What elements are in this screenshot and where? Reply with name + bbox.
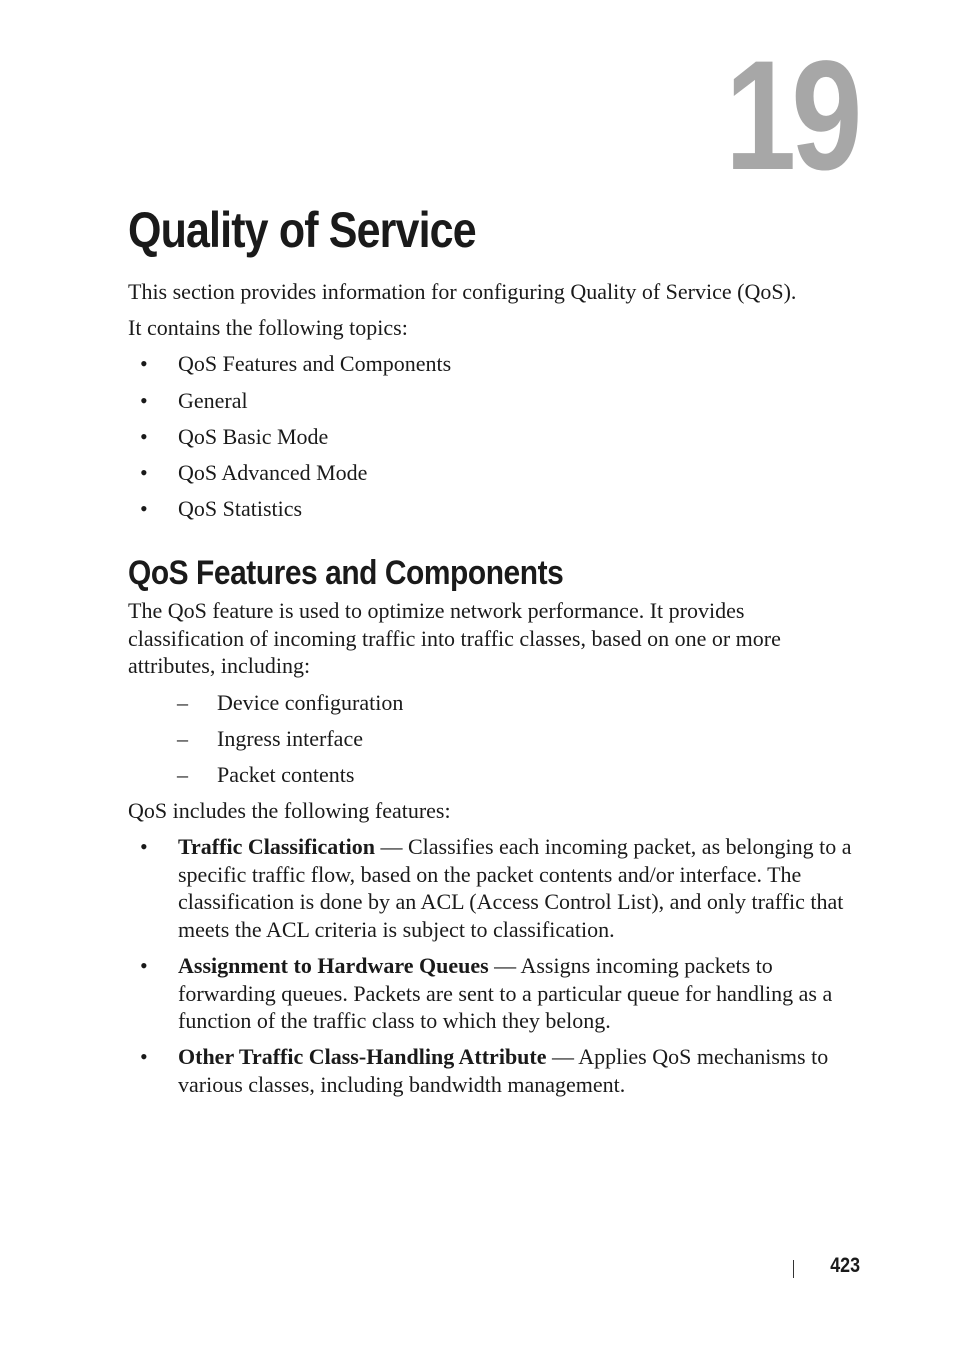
- attributes-list: [128, 689, 856, 789]
- list-item: [128, 350, 856, 378]
- list-item: [128, 689, 856, 717]
- bullet-icon: •: [140, 387, 148, 413]
- feature-description: — Classifies each incoming packet, as belonging to a specific traffic flow, based on the packet contents and/or interface. The classification is done by an ACL (Access Control List), and only traffic that meets the ACL criteria is subject to classification.: [178, 834, 852, 942]
- attribute-label: Ingress interface: [217, 725, 363, 751]
- feature-term: Other Traffic Class-Handling Attribute: [178, 1044, 547, 1070]
- page-content: [128, 278, 856, 1098]
- topic-label: QoS Advanced Mode: [178, 459, 368, 485]
- bullet-icon: •: [140, 834, 148, 860]
- attribute-label: Device configuration: [217, 689, 404, 715]
- feature-description: — Applies QoS mechanisms to various classes, including bandwidth management.: [178, 1044, 829, 1097]
- bullet-icon: •: [140, 953, 148, 979]
- topic-label: General: [178, 387, 248, 413]
- feature-term: Assignment to Hardware Queues: [178, 953, 489, 979]
- topics-list: [128, 350, 856, 522]
- topics-intro: It contains the following topics:: [128, 315, 408, 341]
- list-item: [128, 761, 856, 789]
- topic-label: QoS Basic Mode: [178, 423, 329, 449]
- topic-label: QoS Features and Components: [178, 351, 452, 377]
- topic-label: QoS Statistics: [178, 496, 303, 522]
- feature-term: Traffic Classification: [178, 834, 375, 860]
- list-item: [128, 952, 856, 1035]
- feature-description: — Assigns incoming packets to forwarding queues. Packets are sent to a particular queue for handling as a function of the traffic class to which they belong.: [178, 953, 833, 1034]
- footer-divider: [793, 1260, 794, 1278]
- list-item: [128, 495, 856, 523]
- list-item: [128, 423, 856, 451]
- list-item: [128, 725, 856, 753]
- dash-icon: –: [177, 689, 188, 715]
- bullet-icon: •: [140, 351, 148, 377]
- attribute-label: Packet contents: [217, 761, 355, 787]
- features-intro: QoS includes the following features:: [128, 798, 451, 824]
- bullet-icon: •: [140, 1044, 148, 1070]
- bullet-icon: •: [140, 423, 148, 449]
- bullet-icon: •: [140, 496, 148, 522]
- dash-icon: –: [177, 761, 188, 787]
- chapter-title: Quality of Service: [128, 202, 476, 258]
- section-heading: QoS Features and Components: [128, 553, 564, 592]
- bullet-icon: •: [140, 459, 148, 485]
- page-number: 423: [830, 1254, 860, 1277]
- section-paragraph: The QoS feature is used to optimize network performance. It provides classification of incoming traffic into traffic classes, based on one or more attributes, including:: [128, 598, 781, 679]
- dash-icon: –: [177, 725, 188, 751]
- intro-paragraph: This section provides information for configuring Quality of Service (QoS).: [128, 279, 797, 304]
- chapter-number: 19: [725, 29, 858, 203]
- list-item: [128, 459, 856, 487]
- features-list: [128, 833, 856, 1098]
- list-item: [128, 1043, 856, 1098]
- list-item: [128, 387, 856, 415]
- list-item: [128, 833, 856, 943]
